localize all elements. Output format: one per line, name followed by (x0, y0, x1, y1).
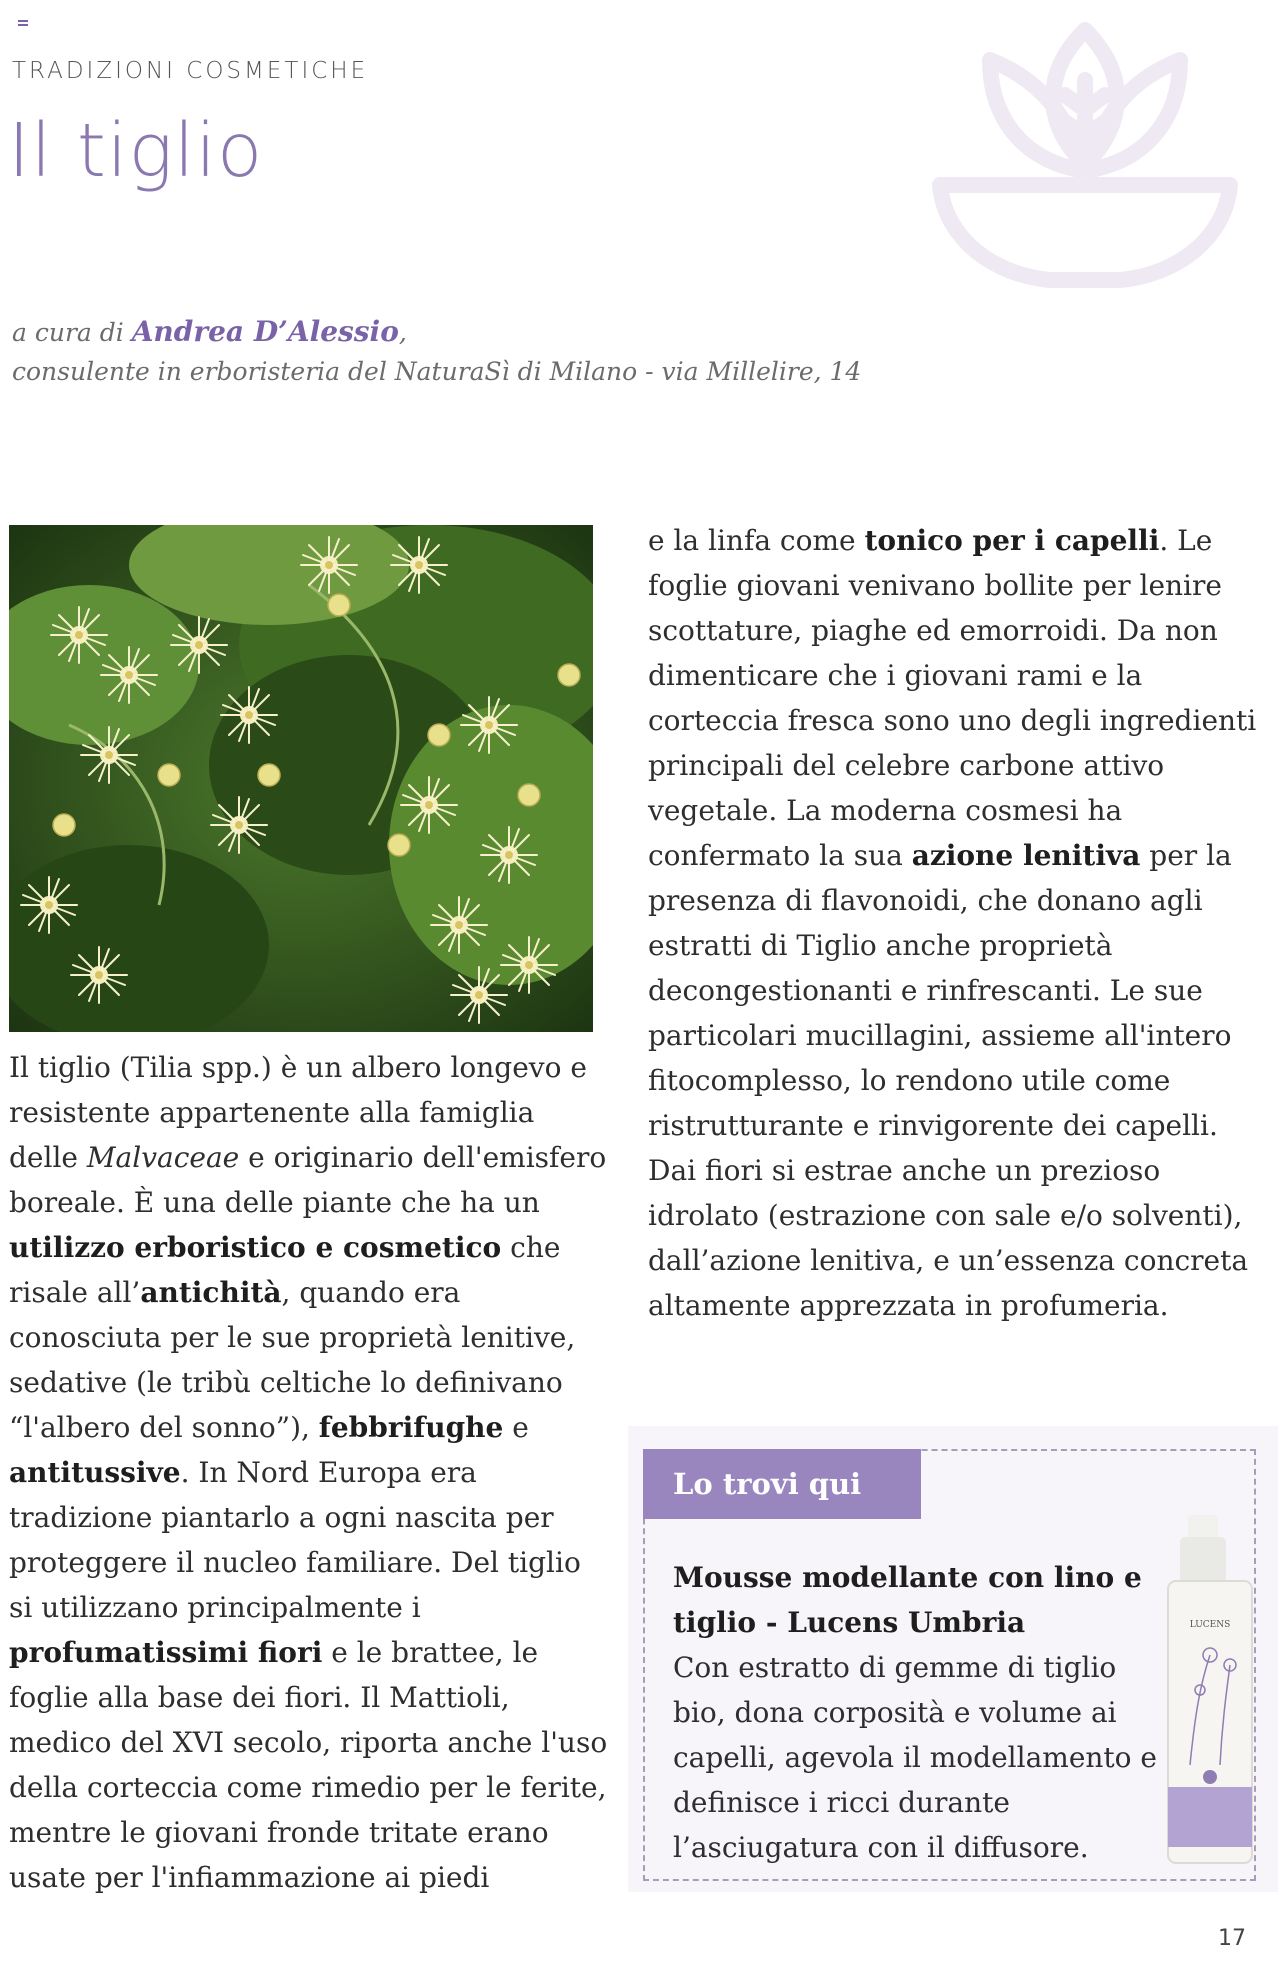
text-run: . Le foglie giovani venivano bollite per lenire scottature, piaghe ed emorroidi. Da non dimenticare che i giovani rami e la corteccia fresca sono uno degli ingredienti principali del celebre carbone attivo vegetale. La moderna cosmesi ha confermato la sua (648, 524, 1257, 872)
text-run: . In Nord Europa era tradizione piantarlo a ogni nascita per proteggere il nucleo familiare. Del tiglio si utilizzano principalmente i (9, 1456, 581, 1624)
byline-author-line (12, 312, 861, 352)
text-run: che risale all’ (9, 1231, 561, 1309)
product-name: Mousse modellante con lino e tiglio - Lucens Umbria (673, 1561, 1142, 1639)
page-number: 17 (1218, 1926, 1246, 1951)
promo-text (673, 1555, 1173, 1870)
text-run: Malvaceae (86, 1141, 240, 1174)
promo-tab-label: Lo trovi qui (643, 1449, 921, 1519)
text-run: e (503, 1411, 529, 1444)
article-text-right (648, 518, 1258, 1328)
byline-suffix: , (398, 318, 407, 347)
article-text-left (9, 1045, 609, 1900)
text-run: tonico per i capelli (864, 524, 1160, 557)
text-run: febbrifughe (318, 1411, 504, 1444)
text-run: e originario dell'emisfero boreale. È una delle piante che ha un (9, 1141, 607, 1219)
text-run: per la presenza di flavonoidi, che donano agli estratti di Tiglio anche proprietà decongestionanti e rinfrescanti. Le sue particolari mucillagini, assieme all'intero fitocomplesso, lo rendono utile come ristrutturante e rinvigorente dei capelli. Dai fiori si estrae anche un prezioso idrolato (estrazione con sale e/o solventi), dall’azione lenitiva, e un’essenza concreta altamente apprezzata in profumeria. (648, 839, 1249, 1322)
text-run: azione lenitiva (911, 839, 1141, 872)
text-run: utilizzo erboristico e cosmetico (9, 1231, 502, 1264)
author-role: consulente in erboristeria del NaturaSì di Milano - via Millelire, 14 (12, 357, 862, 386)
byline-prefix: a cura di (12, 318, 132, 347)
author-name: Andrea D’Alessio (131, 315, 399, 348)
lotus-bowl-icon (930, 0, 1240, 300)
text-run: antitussive (9, 1456, 181, 1489)
bottle-brand: LUCENS (1189, 1620, 1231, 1630)
text-run: Il tiglio (Tilia spp.) è un albero longevo e resistente appartenente alla famiglia delle (9, 1051, 587, 1174)
text-run: e la linfa come (648, 524, 865, 557)
article-column-left (9, 1045, 609, 1900)
section-kicker: TRADIZIONI COSMETICHE (12, 58, 369, 84)
page-title: Il tiglio (8, 108, 264, 194)
text-run: profumatissimi fiori (9, 1636, 323, 1669)
byline (12, 312, 861, 391)
article-column-right (648, 518, 1258, 1328)
product-bottle-image (1160, 1515, 1260, 1865)
text-run: , quando era conosciuta per le sue proprietà lenitive, sedative (le tribù celtiche lo definivano “l'albero del sonno”), (9, 1276, 576, 1444)
linden-flowers-photo (9, 525, 593, 1032)
menu-icon[interactable] (18, 20, 28, 27)
text-run: e le brattee, le foglie alla base dei fiori. Il Mattioli, medico del XVI secolo, riporta anche l'uso della corteccia come rimedio per le ferite, mentre le giovani fronde tritate erano usate per l'infiammazione ai piedi (9, 1636, 608, 1894)
product-description: Con estratto di gemme di tiglio bio, dona corposità e volume ai capelli, agevola il modellamento e definisce i ricci durante l’asciugatura con il diffusore. (673, 1651, 1157, 1864)
text-run: antichità (140, 1276, 282, 1309)
